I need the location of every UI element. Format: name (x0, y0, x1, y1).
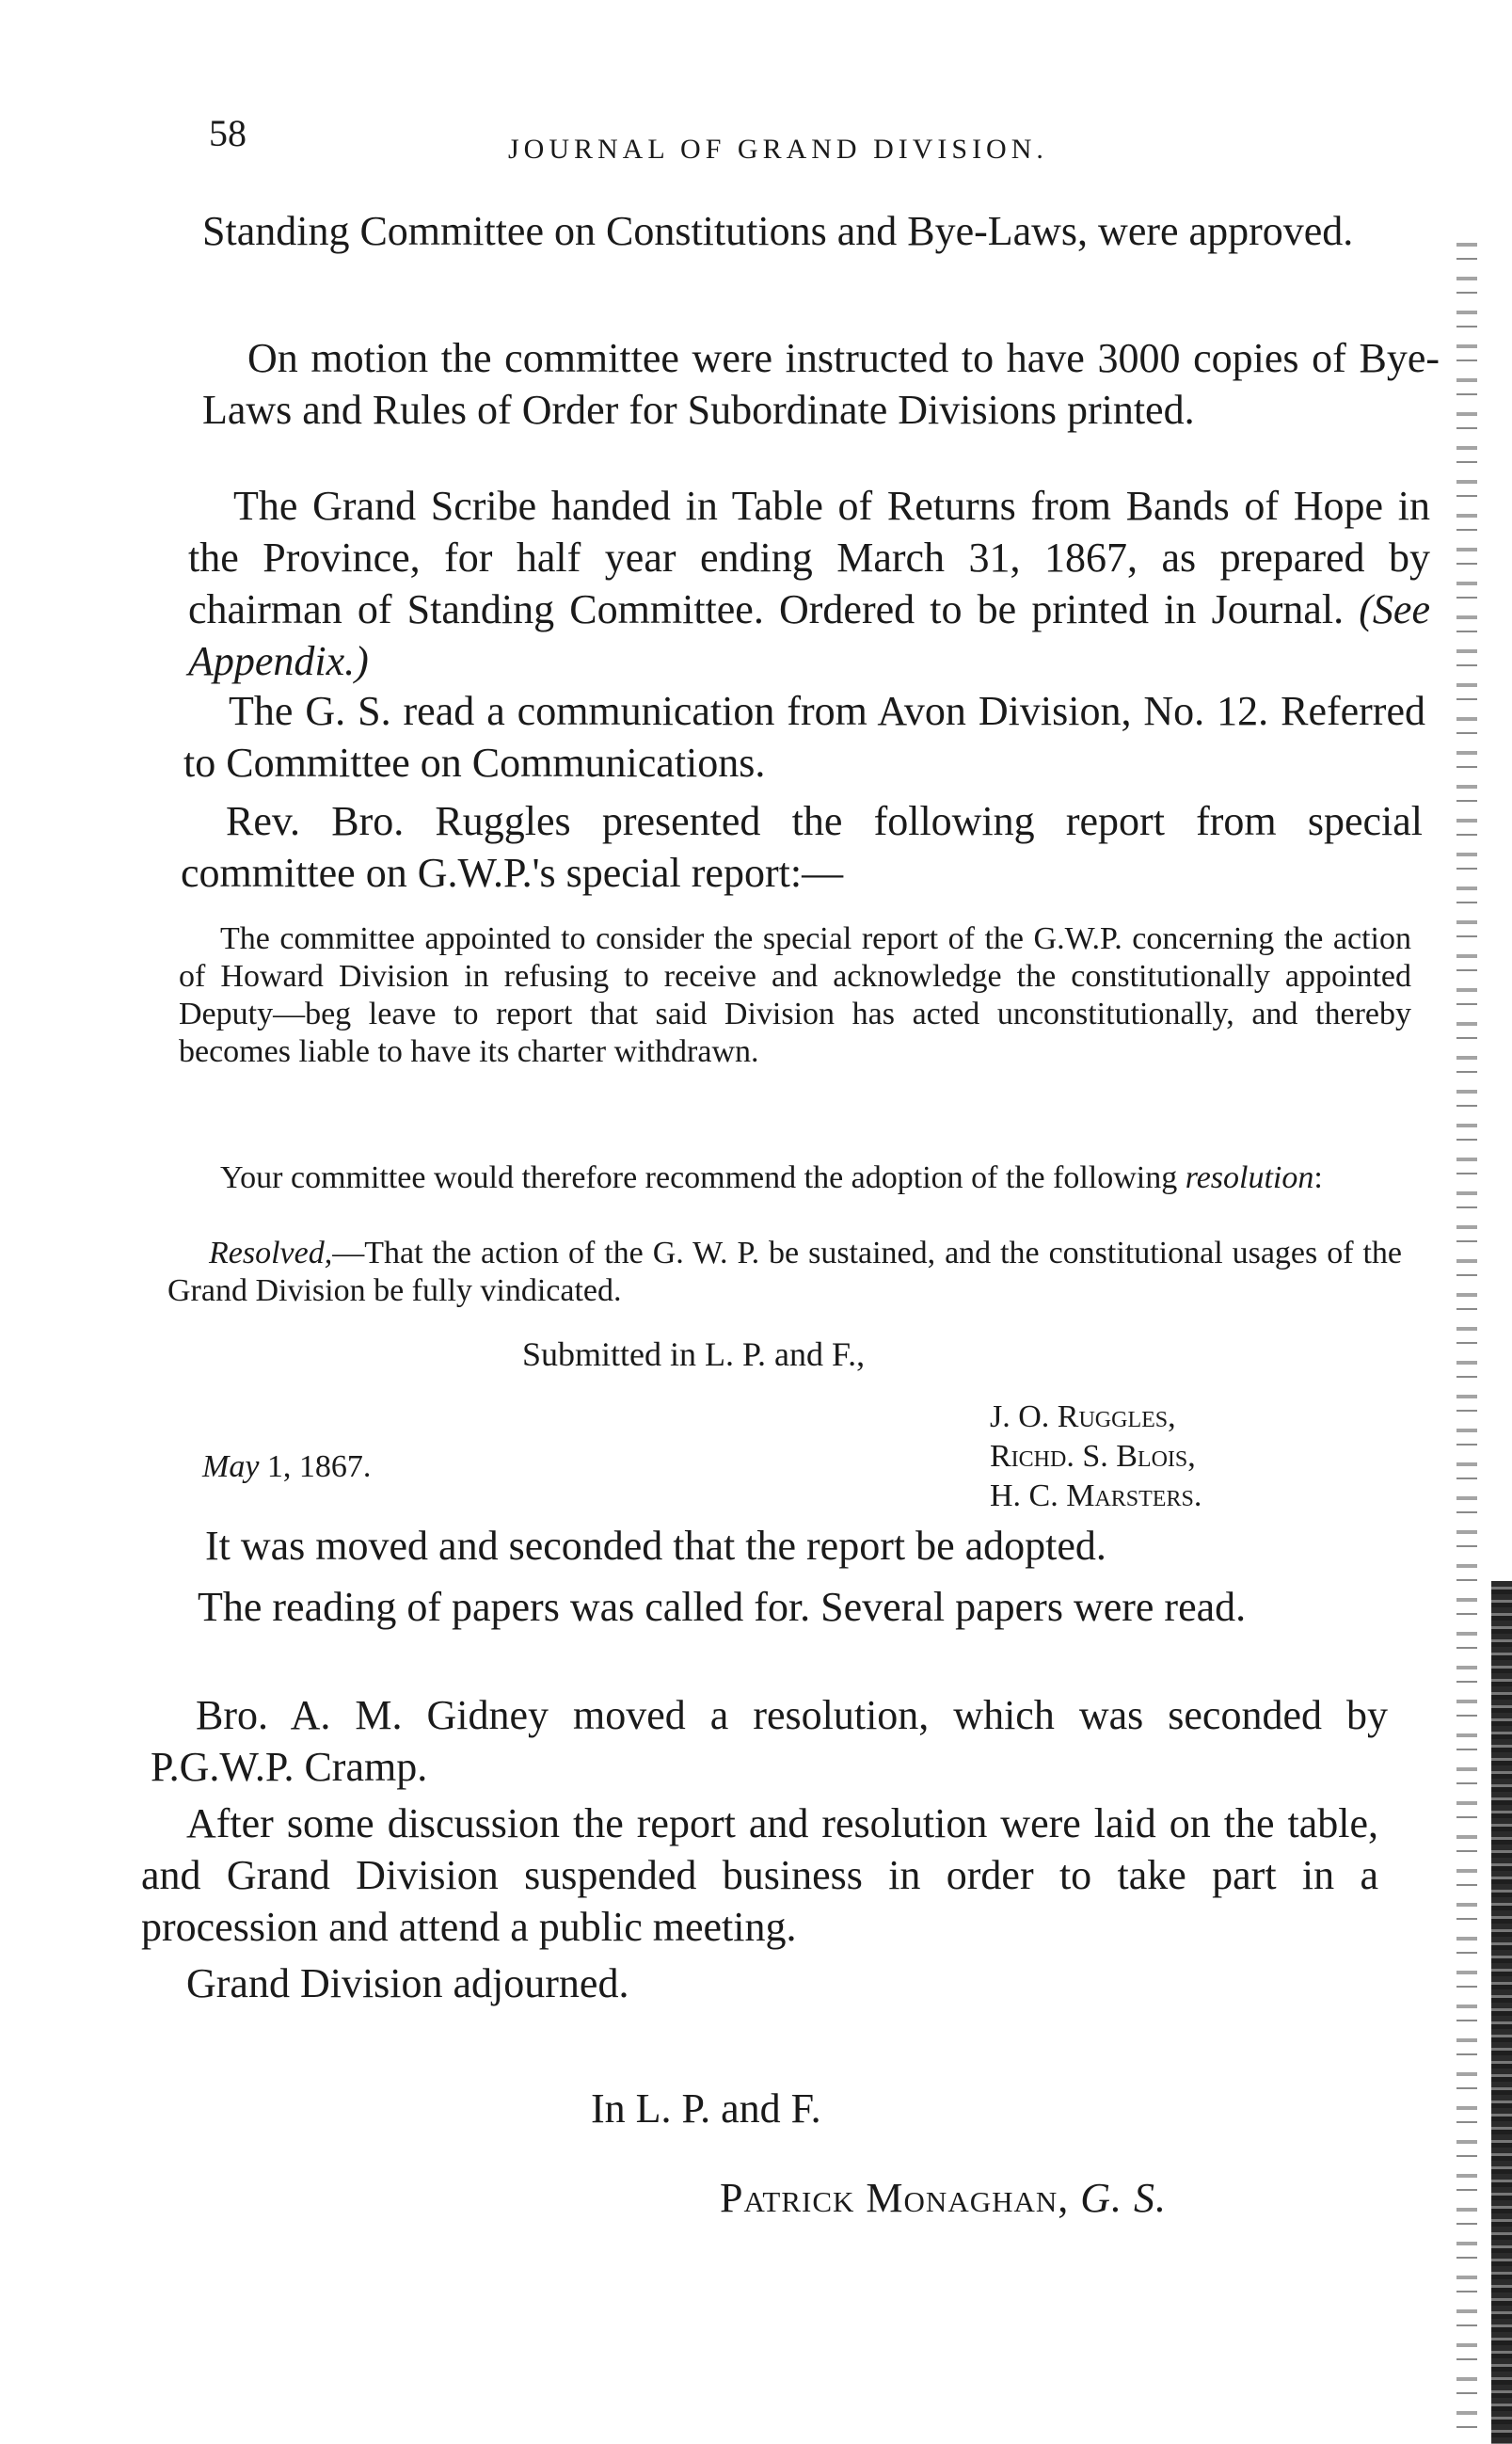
resolved-label: Resolved, (209, 1236, 333, 1270)
page-number: 58 (209, 112, 247, 154)
paragraph-avon-communication: The G. S. read a communication from Avon Division, No. 12. Referred to Committee on Communications. (183, 688, 1425, 786)
resolution-text: —That the action of the G. W. P. be sustained, and the constitutional usages of the Grand Division be fully vindicated. (167, 1236, 1402, 1308)
paragraph-approved: Standing Committee on Constitutions and Bye-Laws, were approved. (202, 208, 1354, 254)
paragraph-adjourned: Grand Division adjourned. (186, 1960, 629, 2006)
appendix-note: (See Appendix.) (188, 586, 1430, 684)
scribe-office: G. S. (1080, 2175, 1168, 2221)
paragraph-procession: After some discussion the report and resolution were laid on the table, and Grand Division suspended business in order to take part in a procession and attend a public meeting. (141, 1800, 1378, 1950)
report-resolution (167, 1235, 1402, 1310)
paragraph-gidney-resolution: Bro. A. M. Gidney moved a resolution, which was seconded by P.G.W.P. Cramp. (151, 1692, 1388, 1790)
page-gutter-shadow (1456, 226, 1477, 2444)
recommendation-text: Your committee would therefore recommend the adoption of the following (220, 1160, 1178, 1195)
submitted-line: Submitted in L. P. and F., (522, 1335, 866, 1373)
signer-name: Richd. S. Blois, (990, 1439, 1196, 1474)
paragraph-ruggles-report: Rev. Bro. Ruggles presented the following report from special committee on G.W.P.'s special report:— (181, 798, 1423, 896)
closing-salutation: In L. P. and F. (591, 2085, 821, 2132)
report-body: The committee appointed to consider the special report of the G.W.P. concerning the action of Howard Division in refusing to receive and acknowledge the constitutionally appointed Deputy—beg leave to report that said Division has acted unconstitutionally, and thereby becomes liable to have its charter withdrawn. (179, 921, 1411, 1069)
paragraph-papers-read: The reading of papers was called for. Several papers were read. (198, 1584, 1247, 1630)
recommendation-end: : (1313, 1160, 1323, 1195)
scribe-name: Patrick Monaghan, (720, 2175, 1070, 2221)
recommendation-italic: resolution (1185, 1160, 1314, 1195)
report-recommendation (179, 1159, 1411, 1197)
paragraph-grand-scribe-returns (188, 480, 1430, 687)
date-day-year: 1, 1867. (259, 1449, 372, 1484)
committee-signers (990, 1398, 1202, 1516)
page-edge-shadow (1491, 1581, 1512, 2444)
running-title: JOURNAL OF GRAND DIVISION. (508, 134, 1048, 165)
paragraph-report-adopted: It was moved and seconded that the report be adopted. (205, 1523, 1106, 1569)
report-date (202, 1449, 371, 1485)
date-month: May (202, 1449, 260, 1484)
scribe-signature (720, 2174, 1167, 2222)
signer-name: J. O. Ruggles, (990, 1399, 1176, 1434)
signer-name: H. C. Marsters. (990, 1478, 1202, 1513)
paragraph-printing-motion: On motion the committee were instructed to have 3000 copies of Bye-Laws and Rules of Order for Subordinate Divisions printed. (202, 335, 1440, 433)
returns-text: The Grand Scribe handed in Table of Returns from Bands of Hope in the Province, for half year ending March 31, 1867, as prepared by chairman of Standing Committee. Ordered to be printed in Journal. (188, 483, 1430, 632)
